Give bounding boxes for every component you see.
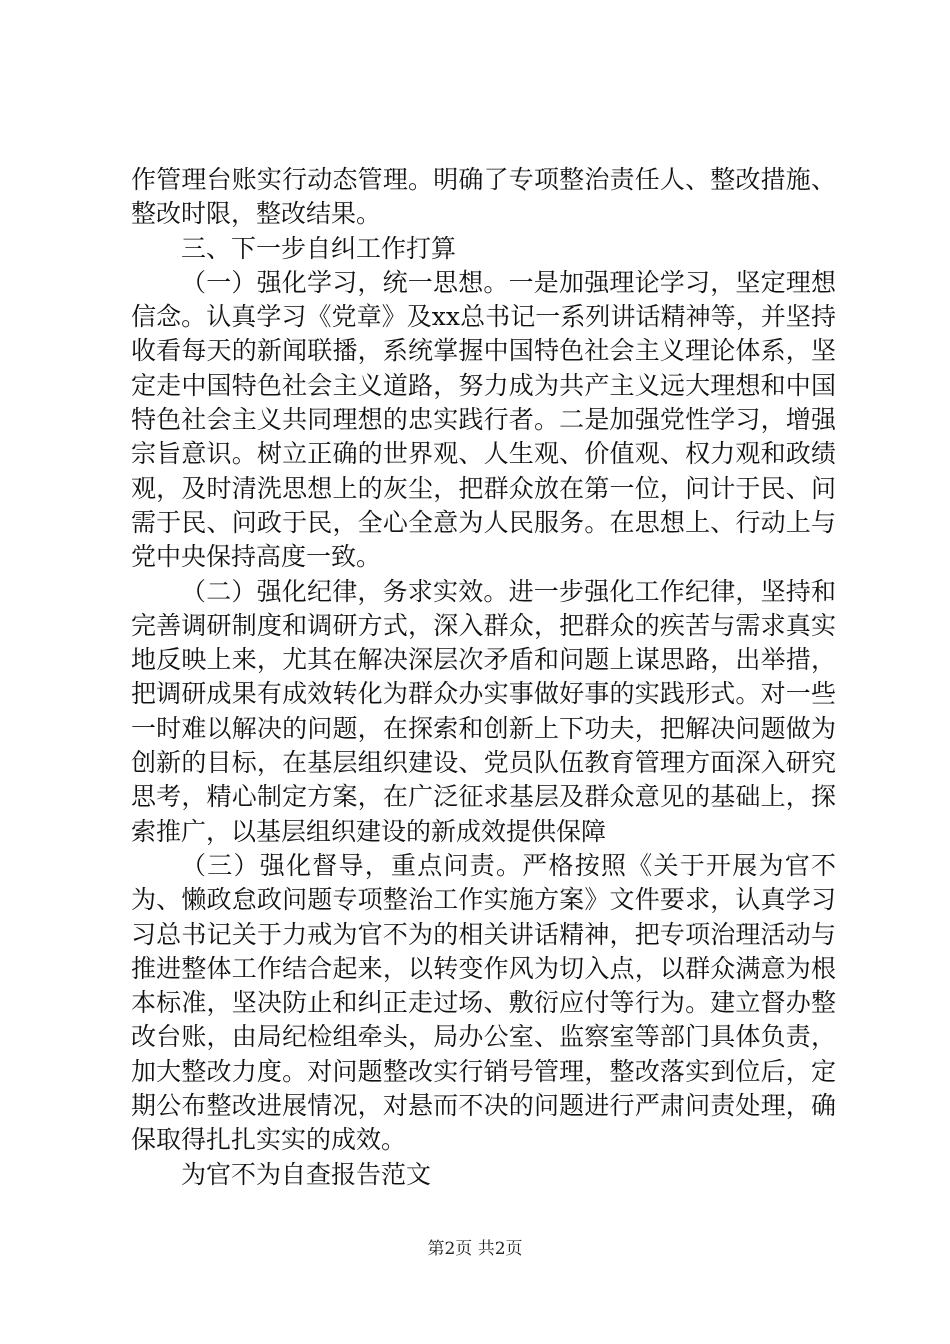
section-heading: 三、下一步自纠工作打算 xyxy=(181,233,457,263)
document-body xyxy=(131,163,836,1192)
paragraph-supervision: （三）强化督导，重点问责。严格按照《关于开展为官不为、懒政怠政问题专项整治工作实施方案》文件要求，认真学习习总书记关于力戒为官不为的相关讲话精神，把专项治理活动与推进整体工作结合起来，以转变作风为切入点，以群众满意为根本标准，坚决防止和纠正走过场、敷衍应付等行为。建立督办整改台账，由局纪检组牵头，局办公室、监察室等部门具体负责，加大整改力度。对问题整改实行销号管理，整改落实到位后，定期公布整改进展情况，对悬而不决的问题进行严肃问责处理，确保取得扎扎实实的成效。 xyxy=(131,850,836,1155)
paragraph-discipline: （二）强化纪律，务求实效。进一步强化工作纪律，坚持和完善调研制度和调研方式，深入群众，把群众的疾苦与需求真实地反映上来，尤其在解决深层次矛盾和问题上谋思路，出举措，把调研成果有成效转化为群众办实事做好事的实践形式。对一些一时难以解决的问题，在探索和创新上下功夫，把解决问题做为创新的目标，在基层组织建设、党员队伍教育管理方面深入研究思考，精心制定方案，在广泛征求基层及群众意见的基础上，探索推广，以基层组织建设的新成效提供保障 xyxy=(131,576,836,846)
paragraph-continuation: 作管理台账实行动态管理。明确了专项整治责任人、整改措施、整改时限，整改结果。 xyxy=(131,165,836,229)
page-footer: 第2页 共2页 xyxy=(427,1239,523,1259)
paragraph-study: （一）强化学习，统一思想。一是加强理论学习，坚定理想信念。认真学习《党章》及xx总书记一系列讲话精神等，并坚持收看每天的新闻联播，系统掌握中国特色社会主义理论体系，坚定走中国特色社会主义道路，努力成为共产主义远大理想和中国特色社会主义共同理想的忠实践行者。二是加强党性学习，增强宗旨意识。树立正确的世界观、人生观、价值观、权力观和政绩观，及时清洗思想上的灰尘，把群众放在第一位，问计于民、问需于民、问政于民，全心全意为人民服务。在思想上、行动上与党中央保持高度一致。 xyxy=(131,267,836,572)
document-title-line: 为官不为自查报告范文 xyxy=(181,1159,432,1189)
